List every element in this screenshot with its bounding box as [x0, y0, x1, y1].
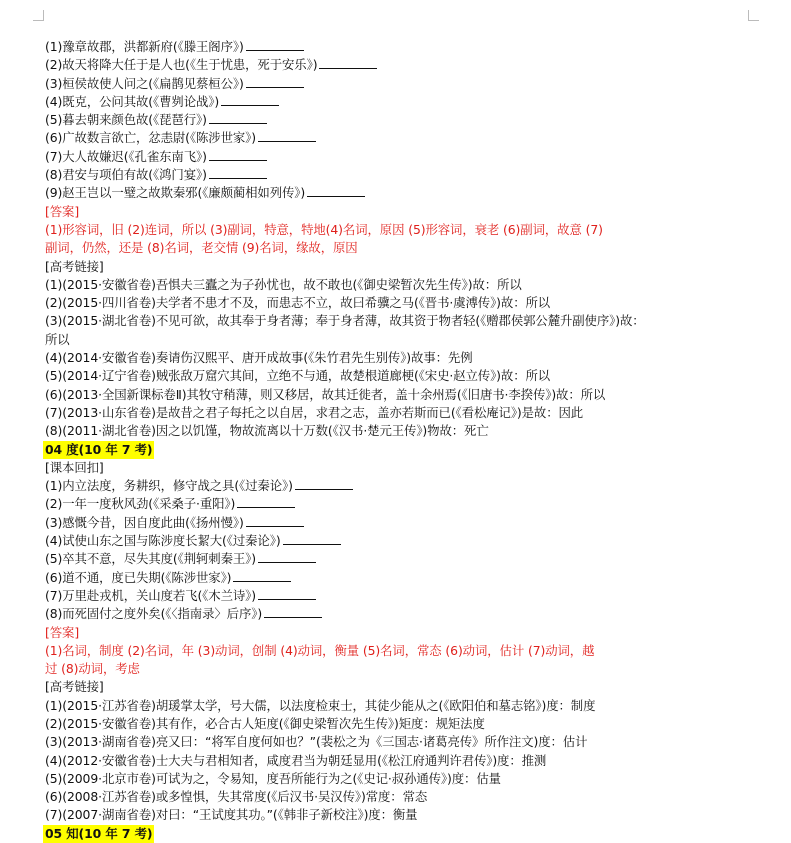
gaokao-item: (7)(2013·山东省卷)是故昔之君子每托之以自居，求君之志，盖亦若斯而已(《看松庵记》)是故：因此	[45, 404, 584, 420]
page-corner-mark	[748, 10, 759, 21]
answer-blank	[237, 496, 295, 508]
answer-blank	[221, 94, 279, 106]
section-label: [课本回扣]	[45, 459, 104, 475]
answer-blank	[209, 149, 267, 161]
answer-blank	[264, 606, 322, 618]
gaokao-item: (3)(2013·湖南省卷)亮又曰：“将军自度何如也？”(裴松之为《三国志·诸葛亮传》所作注文)度：估计	[45, 734, 588, 750]
answer-blank	[258, 588, 316, 600]
gaokao-item: (4)(2014·安徽省卷)奏请伤汉熙平、唐开成故事(《朱竹君先生别传》)故事：先例	[45, 350, 473, 366]
answer-blank	[209, 112, 267, 124]
list-item: (2)故天将降大任于是人也(《生于忧患，死于安乐》)	[45, 56, 750, 74]
gaokao-item: (6)(2013·全国新课标卷Ⅱ)其牧守稍薄，则又移居，故其迁徙者，盖十余州焉(《旧唐书·李揆传》)故：所以	[45, 386, 606, 402]
answer-text: (1)形容词，旧 (2)连词，所以 (3)副词，特意，特地(4)名词，原因 (5)形容词，衰老 (6)副词，故意 (7)	[45, 221, 603, 237]
answer-text: (1)名词，制度 (2)名词，年 (3)动词，创制 (4)动词，衡量 (5)名词，常态 (6)动词，估计 (7)动词，越	[45, 642, 595, 658]
answer-label: [答案]	[45, 624, 80, 640]
gaokao-item: 所以	[45, 331, 70, 347]
gaokao-item: (5)(2014·辽宁省卷)贼张敌万窟穴其间，立绝不与通，故楚根道廊梗(《宋史·赵立传》)故：所以	[45, 368, 551, 384]
gaokao-item: (8)(2011·湖北省卷)因之以饥馑，物故流离以十万数(《汉书·楚元王传》)物故：死亡	[45, 423, 489, 439]
list-item: (5)卒其不意，尽失其度(《荆轲刺秦王》)	[45, 550, 750, 568]
gaokao-item: (6)(2008·江苏省卷)或多惶惧，失其常度(《后汉书·吴汉传》)常度：常态	[45, 789, 428, 805]
answer-blank	[319, 57, 377, 69]
list-item: (7)大人故嫌迟(《孔雀东南飞》)	[45, 148, 750, 166]
answer-text: 过 (8)动词，考虑	[45, 661, 140, 677]
answer-blank	[246, 39, 304, 51]
answer-blank	[209, 167, 267, 179]
list-item: (1)豫章故郡，洪都新府(《滕王阁序》)	[45, 38, 750, 56]
gaokao-item: (7)(2007·湖南省卷)对曰：“王试度其功。”(《韩非子新校注》)度：衡量	[45, 807, 418, 823]
gaokao-item: (2)(2015·安徽省卷)其有作，必合古人矩度(《御史梁暂次先生传》)矩度：规矩法度	[45, 715, 485, 731]
page-corner-mark	[33, 10, 44, 21]
gaokao-item: (4)(2012·安徽省卷)士大夫与君相知者，咸度君当为朝廷显用(《松江府通判许君传》)度：推测	[45, 752, 547, 768]
gaokao-item: (1)(2015·江苏省卷)胡瑗掌太学，号大儒，以法度检束士，其徒少能从之(《欧阳伯和墓志铭》)度：制度	[45, 697, 596, 713]
answer-blank	[233, 570, 291, 582]
section-label: [高考链接]	[45, 258, 104, 274]
list-item: (2)一年一度秋风劲(《采桑子·重阳》)	[45, 495, 750, 513]
gaokao-item: (2)(2015·四川省卷)夫学者不患才不及，而患志不立，故曰希骥之马(《晋书·虞溥传》)故：所以	[45, 295, 551, 311]
answer-blank	[258, 130, 316, 142]
answer-blank	[246, 515, 304, 527]
section-heading: 04 度(10 年 7 考)	[43, 441, 154, 459]
document-body	[45, 38, 750, 843]
section-heading: 05 知(10 年 7 考)	[43, 825, 154, 843]
list-item: (4)既克，公问其故(《曹刿论战》)	[45, 93, 750, 111]
list-item: (9)赵王岂以一璧之故欺秦邪(《廉颇蔺相如列传》)	[45, 184, 750, 202]
list-item: (8)而死固付之度外矣(《〈指南录〉后序》)	[45, 605, 750, 623]
answer-text: 副词，仍然，还是 (8)名词，老交情 (9)名词，缘故，原因	[45, 240, 358, 256]
list-item: (4)试使山东之国与陈涉度长絜大(《过秦论》)	[45, 532, 750, 550]
answer-blank	[246, 76, 304, 88]
list-item: (8)君安与项伯有故(《鸿门宴》)	[45, 166, 750, 184]
answer-blank	[295, 478, 353, 490]
answer-blank	[307, 185, 365, 197]
list-item: (6)道不通，度已失期(《陈涉世家》)	[45, 569, 750, 587]
list-item: (5)暮去朝来颜色故(《琵琶行》)	[45, 111, 750, 129]
list-item: (7)万里赴戎机，关山度若飞(《木兰诗》)	[45, 587, 750, 605]
list-item: (6)广故数言欲亡，忿恚尉(《陈涉世家》)	[45, 129, 750, 147]
answer-blank	[283, 533, 341, 545]
gaokao-item: (5)(2009·北京市卷)可试为之，令易知，度吾所能行为之(《史记·叔孙通传》)度：估量	[45, 770, 501, 786]
section-label: [高考链接]	[45, 679, 104, 695]
answer-label: [答案]	[45, 203, 80, 219]
gaokao-item: (3)(2015·湖北省卷)不见可欲，故其奉于身者薄；奉于身者薄，故其资于物者轻(《赠郡侯郭公麓升副使序》)故：	[45, 313, 645, 329]
list-item: (1)内立法度，务耕织，修守战之具(《过秦论》)	[45, 477, 750, 495]
answer-blank	[258, 551, 316, 563]
gaokao-item: (1)(2015·安徽省卷)吾惧夫三蠹之为子孙忧也，故不敢也(《御史梁暂次先生传》)故：所以	[45, 276, 522, 292]
list-item: (3)桓侯故使人问之(《扁鹊见蔡桓公》)	[45, 75, 750, 93]
list-item: (3)感慨今昔，因自度此曲(《扬州慢》)	[45, 514, 750, 532]
